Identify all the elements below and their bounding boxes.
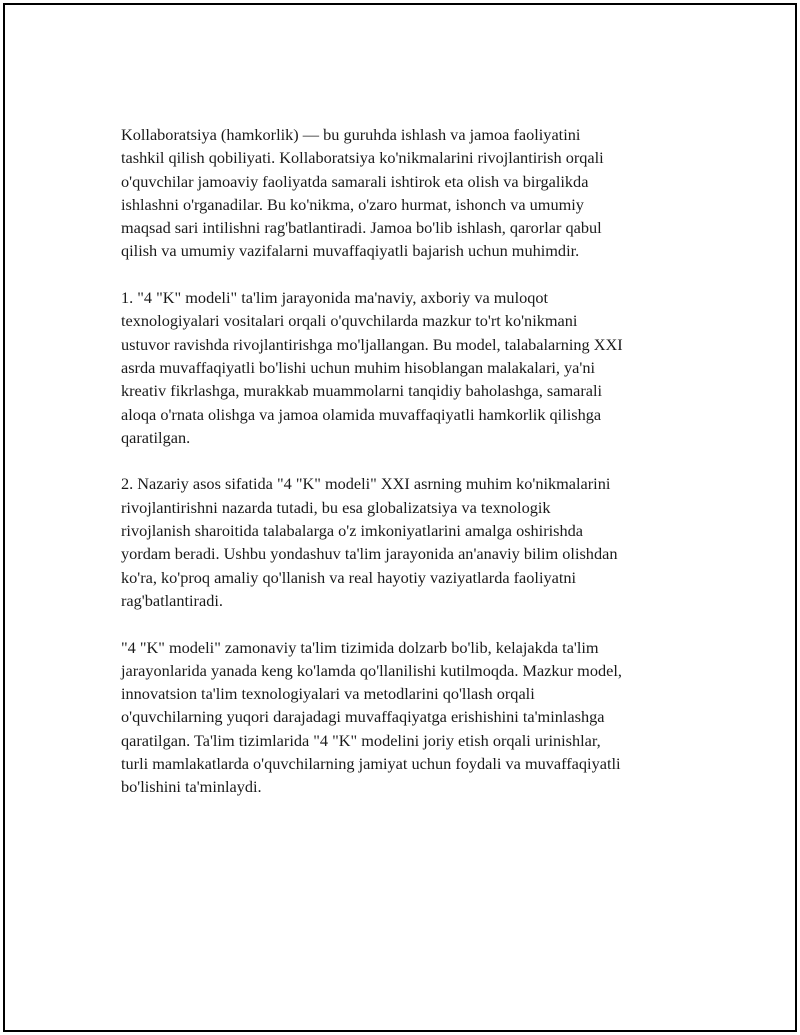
text-line: 2. Nazariy asos sifatida "4 "K" modeli" XXI asrning muhim ko'nikmalarini (121, 474, 611, 494)
paragraph-collaboration (121, 123, 701, 263)
text-line: qilish va umumiy vazifalarni muvaffaqiyatli bajarish uchun muhimdir. (121, 241, 580, 261)
text-line: turli mamlakatlarda o'quvchilarning jamiyat uchun foydali va muvaffaqiyatli (121, 754, 621, 774)
text-line: kreativ fikrlashga, murakkab muammolarni tanqidiy baholashga, samarali (121, 381, 603, 401)
text-line: qaratilgan. (121, 427, 191, 447)
text-line: texnologiyalari vositalari orqali o'quvchilarda mazkur to'rt ko'nikmani (121, 311, 578, 331)
text-line: maqsad sari intilishni rag'batlantiradi. Jamoa bo'lib ishlash, qarorlar qabul (121, 218, 602, 238)
text-line: bo'lishini ta'minlaydi. (121, 777, 262, 797)
text-line: rag'batlantiradi. (121, 590, 223, 610)
text-line: ko'ra, ko'proq amaliy qo'llanish va real hayotiy vaziyatlarda faoliyatni (121, 567, 577, 587)
text-line: o'quvchilar jamoaviy faoliyatda samarali ishtirok eta olish va birgalikda (121, 171, 589, 191)
paragraph-point-1 (121, 286, 701, 449)
text-line: asrda muvaffaqiyatli bo'lishi uchun muhim hisoblangan malakalari, ya'ni (121, 357, 595, 377)
text-line: ishlashni o'rganadilar. Bu ko'nikma, o'zaro hurmat, ishonch va umumiy (121, 194, 584, 214)
document-body (121, 123, 701, 822)
text-line: "4 "K" modeli" zamonaviy ta'lim tizimida dolzarb bo'lib, kelajakda ta'lim (121, 637, 599, 657)
text-line: rivojlanish sharoitida talabalarga o'z imkoniyatlarini amalga oshirishda (121, 521, 583, 541)
text-line: aloqa o'rnata olishga va jamoa olamida muvaffaqiyatli hamkorlik qilishga (121, 404, 602, 424)
text-line: rivojlantirishni nazarda tutadi, bu esa globalizatsiya va texnologik (121, 497, 551, 517)
text-line: tashkil qilish qobiliyati. Kollaboratsiya ko'nikmalarini rivojlantirish orqali (121, 148, 604, 168)
text-line: Kollaboratsiya (hamkorlik) — bu guruhda ishlash va jamoa faoliyatini (121, 125, 581, 144)
text-line: qaratilgan. Ta'lim tizimlarida "4 "K" modelini joriy etish orqali urinishlar, (121, 730, 601, 750)
text-line: yordam beradi. Ushbu yondashuv ta'lim jarayonida an'anaviy bilim olishdan (121, 544, 618, 564)
text-line: jarayonlarida yanada keng ko'lamda qo'llanilishi kutilmoqda. Mazkur model, (121, 660, 622, 680)
text-line: o'quvchilarning yuqori darajadagi muvaffaqiyatga erishishini ta'minlashga (121, 707, 605, 727)
paragraph-point-2 (121, 472, 701, 612)
paragraph-conclusion (121, 636, 701, 799)
text-line: ustuvor ravishda rivojlantirishga mo'ljallangan. Bu model, talabalarning XXI (121, 334, 623, 354)
page-frame (3, 3, 797, 1032)
text-line: 1. "4 "K" modeli" ta'lim jarayonida ma'naviy, axboriy va muloqot (121, 288, 549, 308)
text-line: innovatsion ta'lim texnologiyalari va metodlarini qo'llash orqali (121, 684, 535, 704)
